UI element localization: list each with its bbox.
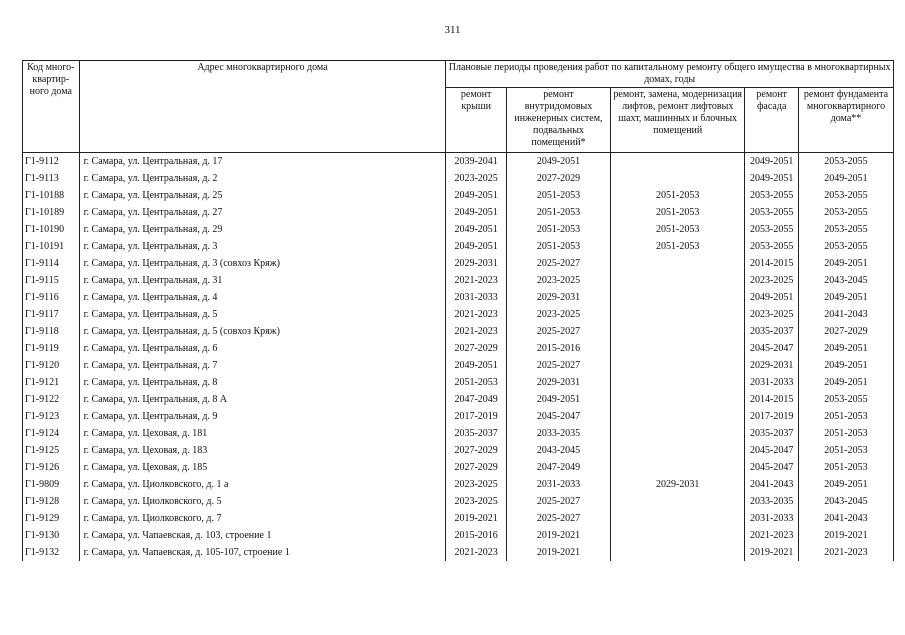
table-row [23,493,894,510]
cell-lifts [611,323,745,340]
cell-lifts [611,459,745,476]
cell-code: Г1-10191 [23,238,80,255]
cell-engineering: 2031-2033 [506,476,610,493]
table-row [23,442,894,459]
cell-code: Г1-10190 [23,221,80,238]
cell-code: Г1-9132 [23,544,80,561]
cell-address: г. Самара, ул. Центральная, д. 3 [79,238,446,255]
cell-foundation: 2049-2051 [798,340,893,357]
cell-roof: 2027-2029 [446,459,507,476]
capital-repair-table [22,60,894,561]
cell-foundation: 2019-2021 [798,527,893,544]
cell-code: Г1-9126 [23,459,80,476]
cell-address: г. Самара, ул. Чапаевская, д. 103, строение 1 [79,527,446,544]
cell-code: Г1-9122 [23,391,80,408]
cell-engineering: 2023-2025 [506,306,610,323]
table-row [23,204,894,221]
cell-facade: 2045-2047 [745,459,799,476]
cell-foundation: 2049-2051 [798,476,893,493]
cell-lifts: 2051-2053 [611,187,745,204]
header-periods: Плановые периоды проведения работ по капитальному ремонту общего имущества в многоквартирных домах, годы [446,61,894,88]
cell-address: г. Самара, ул. Циолковского, д. 7 [79,510,446,527]
cell-foundation: 2053-2055 [798,153,893,171]
cell-lifts: 2051-2053 [611,238,745,255]
cell-roof: 2051-2053 [446,374,507,391]
cell-foundation: 2021-2023 [798,544,893,561]
cell-facade: 2053-2055 [745,187,799,204]
cell-engineering: 2045-2047 [506,408,610,425]
cell-foundation: 2049-2051 [798,255,893,272]
cell-roof: 2027-2029 [446,442,507,459]
cell-roof: 2049-2051 [446,204,507,221]
cell-code: Г1-9116 [23,289,80,306]
cell-roof: 2049-2051 [446,238,507,255]
cell-roof: 2019-2021 [446,510,507,527]
cell-foundation: 2049-2051 [798,357,893,374]
cell-engineering: 2049-2051 [506,153,610,171]
table-row [23,221,894,238]
header-roof: ремонт крыши [446,88,507,153]
cell-facade: 2014-2015 [745,391,799,408]
cell-engineering: 2033-2035 [506,425,610,442]
cell-engineering: 2029-2031 [506,289,610,306]
cell-address: г. Самара, ул. Центральная, д. 29 [79,221,446,238]
cell-facade: 2041-2043 [745,476,799,493]
cell-roof: 2021-2023 [446,323,507,340]
cell-engineering: 2025-2027 [506,357,610,374]
cell-lifts [611,272,745,289]
cell-engineering: 2051-2053 [506,187,610,204]
cell-lifts [611,357,745,374]
cell-lifts: 2029-2031 [611,476,745,493]
cell-roof: 2049-2051 [446,187,507,204]
cell-facade: 2014-2015 [745,255,799,272]
cell-roof: 2015-2016 [446,527,507,544]
cell-engineering: 2023-2025 [506,272,610,289]
header-foundation: ремонт фундамента многоквартирного дома** [798,88,893,153]
cell-roof: 2027-2029 [446,340,507,357]
cell-lifts [611,255,745,272]
cell-lifts [611,527,745,544]
cell-foundation: 2041-2043 [798,306,893,323]
cell-address: г. Самара, ул. Циолковского, д. 1 а [79,476,446,493]
cell-foundation: 2049-2051 [798,289,893,306]
table-row [23,255,894,272]
cell-lifts [611,510,745,527]
cell-engineering: 2051-2053 [506,204,610,221]
cell-facade: 2053-2055 [745,204,799,221]
header-engineering: ремонт внутридомовых инженерных систем, подвальных помещений* [506,88,610,153]
cell-code: Г1-9117 [23,306,80,323]
cell-facade: 2023-2025 [745,272,799,289]
cell-address: г. Самара, ул. Центральная, д. 27 [79,204,446,221]
cell-facade: 2049-2051 [745,170,799,187]
cell-facade: 2031-2033 [745,374,799,391]
cell-engineering: 2027-2029 [506,170,610,187]
cell-code: Г1-9121 [23,374,80,391]
table-body [23,153,894,562]
table-row [23,459,894,476]
cell-address: г. Самара, ул. Центральная, д. 6 [79,340,446,357]
table-row [23,340,894,357]
cell-code: Г1-9125 [23,442,80,459]
cell-roof: 2021-2023 [446,272,507,289]
cell-address: г. Самара, ул. Центральная, д. 17 [79,153,446,171]
cell-facade: 2035-2037 [745,425,799,442]
cell-address: г. Самара, ул. Циолковского, д. 5 [79,493,446,510]
cell-code: Г1-9124 [23,425,80,442]
cell-engineering: 2025-2027 [506,323,610,340]
cell-facade: 2033-2035 [745,493,799,510]
cell-code: Г1-9129 [23,510,80,527]
cell-code: Г1-9130 [23,527,80,544]
cell-facade: 2045-2047 [745,340,799,357]
cell-engineering: 2025-2027 [506,493,610,510]
table-row [23,374,894,391]
header-facade: ремонт фасада [745,88,799,153]
table-row [23,289,894,306]
cell-foundation: 2043-2045 [798,493,893,510]
table-row [23,153,894,171]
cell-foundation: 2043-2045 [798,272,893,289]
table-row [23,425,894,442]
cell-lifts [611,544,745,561]
table-row [23,544,894,561]
cell-roof: 2021-2023 [446,306,507,323]
cell-foundation: 2049-2051 [798,170,893,187]
cell-lifts [611,170,745,187]
cell-facade: 2045-2047 [745,442,799,459]
cell-address: г. Самара, ул. Чапаевская, д. 105-107, строение 1 [79,544,446,561]
cell-roof: 2021-2023 [446,544,507,561]
cell-facade: 2023-2025 [745,306,799,323]
cell-engineering: 2015-2016 [506,340,610,357]
header-code: Код много-квартир-ного дома [23,61,80,153]
cell-code: Г1-10188 [23,187,80,204]
cell-foundation: 2041-2043 [798,510,893,527]
cell-code: Г1-9115 [23,272,80,289]
cell-foundation: 2053-2055 [798,204,893,221]
table-row [23,306,894,323]
cell-address: г. Самара, ул. Центральная, д. 8 А [79,391,446,408]
cell-roof: 2047-2049 [446,391,507,408]
cell-foundation: 2051-2053 [798,442,893,459]
cell-facade: 2053-2055 [745,238,799,255]
cell-facade: 2021-2023 [745,527,799,544]
cell-address: г. Самара, ул. Центральная, д. 5 [79,306,446,323]
cell-lifts [611,493,745,510]
cell-facade: 2049-2051 [745,289,799,306]
cell-engineering: 2051-2053 [506,221,610,238]
cell-roof: 2039-2041 [446,153,507,171]
cell-roof: 2023-2025 [446,476,507,493]
cell-foundation: 2053-2055 [798,391,893,408]
cell-foundation: 2051-2053 [798,459,893,476]
cell-foundation: 2051-2053 [798,425,893,442]
cell-lifts [611,425,745,442]
cell-foundation: 2053-2055 [798,221,893,238]
cell-lifts [611,340,745,357]
cell-lifts [611,442,745,459]
cell-code: Г1-9112 [23,153,80,171]
cell-address: г. Самара, ул. Центральная, д. 8 [79,374,446,391]
cell-engineering: 2049-2051 [506,391,610,408]
cell-foundation: 2053-2055 [798,187,893,204]
cell-facade: 2029-2031 [745,357,799,374]
cell-code: Г1-9809 [23,476,80,493]
table-row [23,391,894,408]
cell-facade: 2035-2037 [745,323,799,340]
table-row [23,238,894,255]
page-number: 311 [444,24,461,36]
cell-foundation: 2027-2029 [798,323,893,340]
cell-address: г. Самара, ул. Центральная, д. 9 [79,408,446,425]
cell-foundation: 2053-2055 [798,238,893,255]
cell-address: г. Самара, ул. Центральная, д. 25 [79,187,446,204]
cell-address: г. Самара, ул. Центральная, д. 31 [79,272,446,289]
cell-lifts [611,306,745,323]
header-address: Адрес многоквартирного дома [79,61,446,153]
cell-lifts [611,289,745,306]
cell-code: Г1-9113 [23,170,80,187]
cell-engineering: 2029-2031 [506,374,610,391]
table-row [23,272,894,289]
cell-code: Г1-9120 [23,357,80,374]
cell-address: г. Самара, ул. Центральная, д. 7 [79,357,446,374]
cell-lifts [611,374,745,391]
cell-roof: 2049-2051 [446,221,507,238]
table-row [23,170,894,187]
cell-address: г. Самара, ул. Цеховая, д. 181 [79,425,446,442]
cell-engineering: 2025-2027 [506,255,610,272]
cell-code: Г1-9119 [23,340,80,357]
cell-roof: 2023-2025 [446,493,507,510]
cell-roof: 2049-2051 [446,357,507,374]
cell-lifts [611,391,745,408]
cell-lifts [611,153,745,171]
cell-address: г. Самара, ул. Центральная, д. 3 (совхоз Кряж) [79,255,446,272]
cell-roof: 2029-2031 [446,255,507,272]
table-row [23,408,894,425]
cell-engineering: 2019-2021 [506,544,610,561]
cell-facade: 2019-2021 [745,544,799,561]
table-row [23,510,894,527]
cell-roof: 2031-2033 [446,289,507,306]
cell-code: Г1-9128 [23,493,80,510]
cell-address: г. Самара, ул. Центральная, д. 4 [79,289,446,306]
cell-facade: 2053-2055 [745,221,799,238]
cell-roof: 2035-2037 [446,425,507,442]
table-row [23,357,894,374]
cell-code: Г1-9123 [23,408,80,425]
cell-engineering: 2043-2045 [506,442,610,459]
cell-code: Г1-9118 [23,323,80,340]
table-row [23,476,894,493]
cell-facade: 2031-2033 [745,510,799,527]
cell-roof: 2017-2019 [446,408,507,425]
cell-address: г. Самара, ул. Центральная, д. 2 [79,170,446,187]
cell-code: Г1-10189 [23,204,80,221]
table-row [23,323,894,340]
cell-engineering: 2019-2021 [506,527,610,544]
cell-foundation: 2051-2053 [798,408,893,425]
table-row [23,527,894,544]
cell-engineering: 2051-2053 [506,238,610,255]
cell-address: г. Самара, ул. Цеховая, д. 185 [79,459,446,476]
cell-roof: 2023-2025 [446,170,507,187]
cell-address: г. Самара, ул. Центральная, д. 5 (совхоз Кряж) [79,323,446,340]
table-row [23,187,894,204]
cell-lifts: 2051-2053 [611,221,745,238]
cell-lifts [611,408,745,425]
cell-engineering: 2025-2027 [506,510,610,527]
cell-foundation: 2049-2051 [798,374,893,391]
cell-engineering: 2047-2049 [506,459,610,476]
cell-facade: 2049-2051 [745,153,799,171]
cell-code: Г1-9114 [23,255,80,272]
cell-lifts: 2051-2053 [611,204,745,221]
header-lifts: ремонт, замена, модернизация лифтов, ремонт лифтовых шахт, машинных и блочных помещений [611,88,745,153]
cell-address: г. Самара, ул. Цеховая, д. 183 [79,442,446,459]
cell-facade: 2017-2019 [745,408,799,425]
